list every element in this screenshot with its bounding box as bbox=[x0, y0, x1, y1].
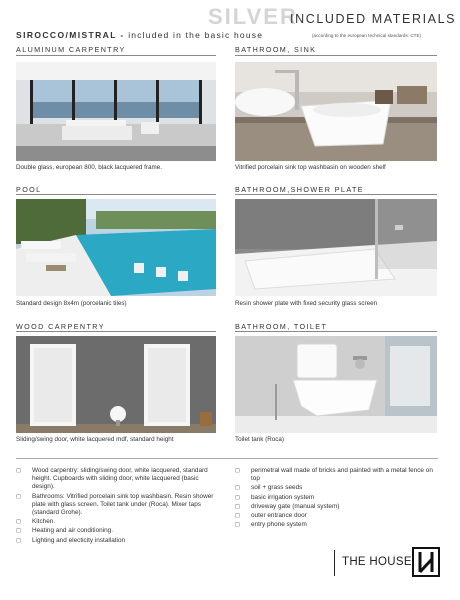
subtitle-line bbox=[16, 30, 263, 40]
list-item: ◻ Lighting and electicity installation bbox=[16, 536, 126, 544]
checkbox-bullet-icon: ◻ bbox=[235, 485, 240, 492]
section-rule bbox=[16, 55, 216, 56]
checkbox-bullet-icon: ◻ bbox=[16, 493, 21, 500]
list-item: ◻ Wood carpentry: sliding/swing door, white lacquered, standard height. Cupboards with sliding door, white lacquered (basic design). bbox=[16, 467, 208, 491]
list-item: ◻ entry phone system bbox=[235, 521, 307, 529]
house-logo-icon bbox=[412, 547, 440, 577]
list-top-rule bbox=[16, 458, 438, 459]
aluminum-carpentry-photo bbox=[16, 62, 216, 161]
shower-plate-photo bbox=[235, 199, 437, 296]
wood-carpentry-photo bbox=[16, 336, 216, 433]
list-item: ◻ Kitchen. bbox=[16, 518, 56, 526]
list-item: ◻ perimetral wall made of bricks and painted with a metal fence on top bbox=[235, 467, 433, 483]
list-item: ◻ Bathrooms: Vitrified porcelain sink top washbasin. Resin shower plate with glass screen. Toilet tank under (Roca). Mixer taps (standard Grohe). bbox=[16, 492, 214, 517]
section-title-toilet: BATHROOM, TOILET bbox=[235, 322, 328, 331]
pool-photo bbox=[16, 199, 216, 296]
checkbox-bullet-icon: ◻ bbox=[235, 522, 240, 529]
included-list-left bbox=[16, 467, 218, 546]
page-title: INCLUDED MATERIALS bbox=[290, 12, 457, 26]
caption-toilet: Toilet tank (Roca) bbox=[235, 436, 284, 443]
model-name: SIROCCO/MISTRAL - bbox=[16, 30, 125, 40]
caption-sink: Vitrified porcelain sink top washbasin on wooden shelf bbox=[235, 164, 386, 171]
checkbox-bullet-icon: ◻ bbox=[235, 494, 240, 501]
section-rule bbox=[235, 194, 437, 195]
checkbox-bullet-icon: ◻ bbox=[16, 537, 21, 544]
checkbox-bullet-icon: ◻ bbox=[235, 513, 240, 520]
list-item: ◻ driveway gate (manual system) bbox=[235, 502, 340, 510]
caption-pool: Standard design 8x4m (porcelanic tiles) bbox=[16, 300, 127, 307]
list-item: ◻ soil + grass seeds bbox=[235, 484, 303, 492]
caption-shower: Resin shower plate with fixed security glass screen bbox=[235, 300, 378, 307]
included-list-right bbox=[235, 467, 438, 530]
checkbox-bullet-icon: ◻ bbox=[235, 503, 240, 510]
list-item: ◻ outer entrance door bbox=[235, 512, 307, 520]
list-item: ◻ Heating and air conditioning. bbox=[16, 527, 114, 535]
checkbox-bullet-icon: ◻ bbox=[235, 468, 240, 474]
section-rule bbox=[235, 331, 437, 332]
checkbox-bullet-icon: ◻ bbox=[16, 468, 21, 474]
standard-note: (according to the european technical standards: CTE) bbox=[312, 33, 422, 38]
logo-text: THE HOUSE bbox=[342, 556, 412, 568]
section-title-aluminum: ALUMINUM CARPENTRY bbox=[16, 45, 126, 54]
logo-divider bbox=[334, 550, 335, 576]
subtitle-text: included in the basic house bbox=[128, 30, 264, 40]
section-rule bbox=[16, 194, 216, 195]
list-item: ◻ basic irrigation system bbox=[235, 493, 315, 501]
toilet-photo bbox=[235, 336, 437, 433]
caption-wood: Sliding/swing door, white lacquered mdf, standard height bbox=[16, 436, 174, 443]
section-title-pool: POOL bbox=[16, 185, 42, 194]
section-rule bbox=[16, 331, 216, 332]
silver-heading: SILVER bbox=[208, 4, 298, 29]
checkbox-bullet-icon: ◻ bbox=[16, 528, 21, 535]
checkbox-bullet-icon: ◻ bbox=[16, 519, 21, 526]
section-title-sink: BATHROOM, SINK bbox=[235, 45, 317, 54]
caption-aluminum: Double glass, european 800, black lacquered frame. bbox=[16, 164, 162, 171]
section-rule bbox=[235, 55, 437, 56]
section-title-wood: WOOD CARPENTRY bbox=[16, 322, 105, 331]
bathroom-sink-photo bbox=[235, 62, 437, 161]
section-title-shower: BATHROOM,SHOWER PLATE bbox=[235, 185, 364, 194]
